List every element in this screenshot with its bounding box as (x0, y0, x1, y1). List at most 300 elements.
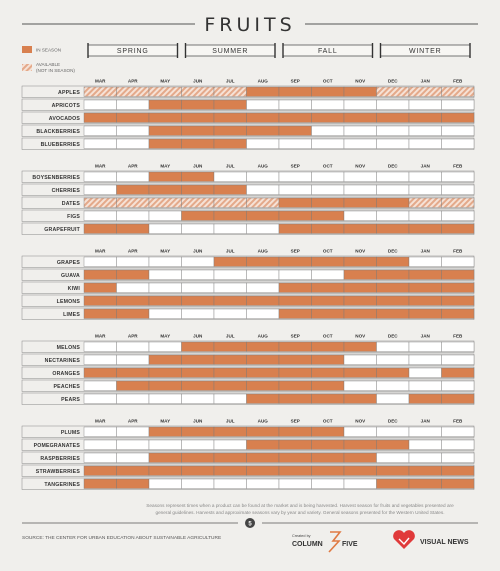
cell-guava-apr (117, 270, 150, 280)
cell-lemons-aug (247, 296, 280, 306)
cell-pomegranates-sep (279, 440, 312, 450)
cell-limes-jun (182, 309, 215, 319)
heatmap-grid (22, 79, 474, 490)
row-label-grapefruit: GRAPEFRUIT (44, 227, 80, 233)
cell-figs-jan (409, 211, 442, 221)
row-label-avocados: AVOCADOS (48, 116, 80, 122)
cell-nectarines-sep (279, 355, 312, 365)
cell-nectarines-may (149, 355, 182, 365)
cell-kiwi-oct (312, 283, 345, 293)
cell-blueberries-jun (182, 139, 215, 149)
cell-guava-jun (182, 270, 215, 280)
cell-blueberries-apr (117, 139, 150, 149)
month-label-jan: JAN (420, 78, 430, 84)
month-label-oct: OCT (322, 163, 333, 169)
cell-limes-feb (442, 309, 475, 319)
row-label-tangerines: TANGERINES (44, 482, 80, 488)
cell-strawberries-sep (279, 466, 312, 476)
cell-plums-mar (84, 427, 117, 437)
cell-oranges-nov (344, 368, 377, 378)
cell-raspberries-nov (344, 453, 377, 463)
month-label-apr: APR (127, 418, 138, 424)
cell-cherries-aug (247, 185, 280, 195)
cell-apricots-nov (344, 100, 377, 110)
legend-available-swatch (22, 64, 32, 71)
cell-kiwi-nov (344, 283, 377, 293)
cell-lemons-mar (84, 296, 117, 306)
cell-plums-jul (214, 427, 247, 437)
cell-limes-jan (409, 309, 442, 319)
cell-apples-apr (117, 87, 150, 97)
cell-pomegranates-may (149, 440, 182, 450)
month-label-jan: JAN (420, 163, 430, 169)
cell-tangerines-dec (377, 479, 410, 489)
cell-oranges-jun (182, 368, 215, 378)
cell-blackberries-jul (214, 126, 247, 136)
cell-plums-nov (344, 427, 377, 437)
cell-grapefruit-jan (409, 224, 442, 234)
row-label-blackberries: BLACKBERRIES (36, 129, 80, 135)
month-label-feb: FEB (453, 418, 463, 424)
cell-pomegranates-jun (182, 440, 215, 450)
month-label-apr: APR (127, 78, 138, 84)
cell-avocados-mar (84, 113, 117, 123)
cell-strawberries-apr (117, 466, 150, 476)
cell-raspberries-jun (182, 453, 215, 463)
cell-blackberries-jan (409, 126, 442, 136)
row-label-peaches: PEACHES (53, 384, 80, 390)
cell-strawberries-jul (214, 466, 247, 476)
cell-blackberries-nov (344, 126, 377, 136)
cell-blackberries-sep (279, 126, 312, 136)
cell-kiwi-jan (409, 283, 442, 293)
footer-note-line-1: Seasons represent times when a product can be found at the market and is being harvested. Harvest season for fruits and vegetables presented are (146, 503, 454, 508)
month-label-sep: SEP (290, 418, 300, 424)
cell-guava-jan (409, 270, 442, 280)
month-label-aug: AUG (257, 163, 268, 169)
cell-pomegranates-nov (344, 440, 377, 450)
cell-nectarines-jul (214, 355, 247, 365)
cell-melons-may (149, 342, 182, 352)
month-label-dec: DEC (387, 333, 398, 339)
cell-plums-may (149, 427, 182, 437)
cell-strawberries-aug (247, 466, 280, 476)
cell-grapes-aug (247, 257, 280, 267)
legend-in-season-swatch (22, 46, 32, 53)
cell-limes-dec (377, 309, 410, 319)
cell-plums-aug (247, 427, 280, 437)
cell-avocados-nov (344, 113, 377, 123)
cell-limes-aug (247, 309, 280, 319)
month-label-oct: OCT (322, 333, 333, 339)
month-label-may: MAY (160, 333, 171, 339)
cell-kiwi-mar (84, 283, 117, 293)
cell-figs-sep (279, 211, 312, 221)
cell-boysenberries-feb (442, 172, 475, 182)
cell-guava-sep (279, 270, 312, 280)
month-label-may: MAY (160, 418, 171, 424)
visual-news-heart-icon (393, 530, 415, 549)
cell-grapefruit-feb (442, 224, 475, 234)
month-label-sep: SEP (290, 78, 300, 84)
cell-tangerines-feb (442, 479, 475, 489)
cell-blueberries-nov (344, 139, 377, 149)
cell-apricots-feb (442, 100, 475, 110)
cell-figs-jul (214, 211, 247, 221)
cell-apples-dec (377, 87, 410, 97)
month-label-jan: JAN (420, 333, 430, 339)
month-label-dec: DEC (387, 248, 398, 254)
month-label-mar: MAR (95, 248, 106, 254)
cell-grapes-apr (117, 257, 150, 267)
month-label-sep: SEP (290, 333, 300, 339)
cell-avocados-may (149, 113, 182, 123)
row-label-pears: PEARS (61, 397, 80, 403)
cell-apples-jul (214, 87, 247, 97)
cell-raspberries-jul (214, 453, 247, 463)
row-label-pomegranates: POMEGRANATES (33, 443, 80, 449)
month-label-jul: JUL (225, 248, 235, 254)
month-label-dec: DEC (387, 78, 398, 84)
cell-apricots-jul (214, 100, 247, 110)
cell-grapes-mar (84, 257, 117, 267)
cell-blackberries-mar (84, 126, 117, 136)
cell-pears-apr (117, 394, 150, 404)
month-label-mar: MAR (95, 418, 106, 424)
row-label-plums: PLUMS (60, 430, 80, 436)
cell-apricots-sep (279, 100, 312, 110)
cell-nectarines-mar (84, 355, 117, 365)
month-label-dec: DEC (387, 163, 398, 169)
cell-grapefruit-oct (312, 224, 345, 234)
cell-limes-oct (312, 309, 345, 319)
cell-pears-jun (182, 394, 215, 404)
cell-nectarines-apr (117, 355, 150, 365)
cell-blackberries-oct (312, 126, 345, 136)
cell-nectarines-nov (344, 355, 377, 365)
cell-blackberries-aug (247, 126, 280, 136)
row-label-strawberries: STRAWBERRIES (35, 469, 80, 475)
cell-dates-aug (247, 198, 280, 208)
cell-oranges-feb (442, 368, 475, 378)
cell-apples-mar (84, 87, 117, 97)
cell-strawberries-may (149, 466, 182, 476)
row-label-cherries: CHERRIES (51, 188, 80, 194)
cell-strawberries-dec (377, 466, 410, 476)
cell-figs-dec (377, 211, 410, 221)
month-label-apr: APR (127, 248, 138, 254)
cell-lemons-jan (409, 296, 442, 306)
cell-blueberries-dec (377, 139, 410, 149)
cell-pears-feb (442, 394, 475, 404)
cell-boysenberries-aug (247, 172, 280, 182)
cell-raspberries-oct (312, 453, 345, 463)
cell-tangerines-mar (84, 479, 117, 489)
month-label-aug: AUG (257, 248, 268, 254)
month-label-may: MAY (160, 248, 171, 254)
month-label-oct: OCT (322, 418, 333, 424)
month-label-jun: JUN (193, 418, 203, 424)
cell-nectarines-oct (312, 355, 345, 365)
month-label-mar: MAR (95, 163, 106, 169)
cell-peaches-feb (442, 381, 475, 391)
month-label-jan: JAN (420, 248, 430, 254)
row-label-blueberries: BLUEBERRIES (40, 142, 80, 148)
row-label-limes: LIMES (63, 312, 80, 318)
month-label-aug: AUG (257, 78, 268, 84)
cell-melons-oct (312, 342, 345, 352)
cell-avocados-jun (182, 113, 215, 123)
cell-grapes-oct (312, 257, 345, 267)
cell-peaches-dec (377, 381, 410, 391)
cell-pears-jan (409, 394, 442, 404)
cell-figs-may (149, 211, 182, 221)
cell-kiwi-aug (247, 283, 280, 293)
cell-pears-may (149, 394, 182, 404)
cell-blueberries-mar (84, 139, 117, 149)
row-label-guava: GUAVA (61, 273, 80, 279)
cell-blackberries-feb (442, 126, 475, 136)
cell-kiwi-dec (377, 283, 410, 293)
cell-peaches-jun (182, 381, 215, 391)
legend-available-label: AVAILABLE (36, 62, 61, 67)
month-label-nov: NOV (355, 78, 366, 84)
cell-apples-feb (442, 87, 475, 97)
cell-strawberries-mar (84, 466, 117, 476)
cell-lemons-feb (442, 296, 475, 306)
cell-pomegranates-feb (442, 440, 475, 450)
cell-melons-nov (344, 342, 377, 352)
cell-pears-jul (214, 394, 247, 404)
cell-lemons-jul (214, 296, 247, 306)
cell-raspberries-mar (84, 453, 117, 463)
cell-cherries-feb (442, 185, 475, 195)
cell-guava-nov (344, 270, 377, 280)
cell-pears-sep (279, 394, 312, 404)
cell-oranges-aug (247, 368, 280, 378)
cell-pomegranates-apr (117, 440, 150, 450)
cell-figs-oct (312, 211, 345, 221)
cell-cherries-nov (344, 185, 377, 195)
cell-cherries-jul (214, 185, 247, 195)
cell-melons-sep (279, 342, 312, 352)
column-five-logo-right: FIVE (342, 541, 358, 548)
cell-blackberries-dec (377, 126, 410, 136)
cell-figs-aug (247, 211, 280, 221)
cell-pomegranates-mar (84, 440, 117, 450)
cell-cherries-apr (117, 185, 150, 195)
cell-pomegranates-jul (214, 440, 247, 450)
cell-cherries-may (149, 185, 182, 195)
cell-figs-feb (442, 211, 475, 221)
season-label-winter: WINTER (409, 48, 442, 55)
month-label-jul: JUL (225, 333, 235, 339)
cell-boysenberries-apr (117, 172, 150, 182)
cell-raspberries-may (149, 453, 182, 463)
cell-grapes-jul (214, 257, 247, 267)
month-label-jul: JUL (225, 163, 235, 169)
cell-apples-oct (312, 87, 345, 97)
cell-grapes-sep (279, 257, 312, 267)
cell-peaches-nov (344, 381, 377, 391)
cell-cherries-dec (377, 185, 410, 195)
month-label-apr: APR (127, 333, 138, 339)
cell-lemons-nov (344, 296, 377, 306)
cell-apples-aug (247, 87, 280, 97)
cell-blueberries-aug (247, 139, 280, 149)
cell-kiwi-feb (442, 283, 475, 293)
cell-nectarines-dec (377, 355, 410, 365)
month-label-feb: FEB (453, 248, 463, 254)
season-label-summer: SUMMER (212, 48, 249, 55)
cell-pears-aug (247, 394, 280, 404)
cell-grapes-jan (409, 257, 442, 267)
month-label-jul: JUL (225, 418, 235, 424)
cell-lemons-may (149, 296, 182, 306)
cell-cherries-jun (182, 185, 215, 195)
cell-peaches-may (149, 381, 182, 391)
cell-boysenberries-may (149, 172, 182, 182)
cell-peaches-mar (84, 381, 117, 391)
row-label-figs: FIGS (67, 214, 80, 220)
cell-plums-sep (279, 427, 312, 437)
cell-grapes-nov (344, 257, 377, 267)
row-label-grapes: GRAPES (56, 260, 80, 266)
created-by-label: Created by (292, 534, 311, 538)
cell-guava-dec (377, 270, 410, 280)
cell-guava-feb (442, 270, 475, 280)
cell-blackberries-may (149, 126, 182, 136)
cell-strawberries-jan (409, 466, 442, 476)
cell-raspberries-sep (279, 453, 312, 463)
cell-pears-mar (84, 394, 117, 404)
cell-tangerines-oct (312, 479, 345, 489)
cell-boysenberries-mar (84, 172, 117, 182)
month-label-oct: OCT (322, 248, 333, 254)
cell-dates-dec (377, 198, 410, 208)
row-label-apples: APPLES (58, 90, 80, 96)
month-label-jun: JUN (193, 333, 203, 339)
cell-avocados-sep (279, 113, 312, 123)
cell-blueberries-feb (442, 139, 475, 149)
cell-oranges-oct (312, 368, 345, 378)
cell-nectarines-jun (182, 355, 215, 365)
month-label-aug: AUG (257, 418, 268, 424)
month-label-mar: MAR (95, 333, 106, 339)
cell-raspberries-aug (247, 453, 280, 463)
cell-plums-apr (117, 427, 150, 437)
cell-strawberries-oct (312, 466, 345, 476)
cell-kiwi-sep (279, 283, 312, 293)
cell-nectarines-jan (409, 355, 442, 365)
visual-news-logo: VISUAL NEWS (420, 539, 469, 546)
cell-kiwi-jun (182, 283, 215, 293)
month-label-nov: NOV (355, 418, 366, 424)
cell-grapes-may (149, 257, 182, 267)
month-label-dec: DEC (387, 418, 398, 424)
cell-kiwi-apr (117, 283, 150, 293)
cell-melons-jun (182, 342, 215, 352)
month-label-feb: FEB (453, 333, 463, 339)
cell-apricots-apr (117, 100, 150, 110)
cell-plums-feb (442, 427, 475, 437)
cell-dates-jul (214, 198, 247, 208)
cell-oranges-mar (84, 368, 117, 378)
cell-tangerines-jun (182, 479, 215, 489)
cell-limes-nov (344, 309, 377, 319)
month-label-jul: JUL (225, 78, 235, 84)
cell-tangerines-nov (344, 479, 377, 489)
cell-dates-sep (279, 198, 312, 208)
month-label-may: MAY (160, 163, 171, 169)
cell-grapefruit-sep (279, 224, 312, 234)
cell-peaches-jan (409, 381, 442, 391)
cell-strawberries-nov (344, 466, 377, 476)
source-credit: SOURCE: THE CENTER FOR URBAN EDUCATION ABOUT SUSTAINABLE AGRICULTURE (22, 536, 222, 541)
cell-apples-nov (344, 87, 377, 97)
cell-grapefruit-dec (377, 224, 410, 234)
cell-grapefruit-may (149, 224, 182, 234)
cell-raspberries-jan (409, 453, 442, 463)
cell-limes-mar (84, 309, 117, 319)
cell-pomegranates-dec (377, 440, 410, 450)
cell-oranges-apr (117, 368, 150, 378)
cell-apricots-aug (247, 100, 280, 110)
cell-avocados-jan (409, 113, 442, 123)
cell-figs-nov (344, 211, 377, 221)
cell-boysenberries-jun (182, 172, 215, 182)
cell-dates-feb (442, 198, 475, 208)
cell-pomegranates-jan (409, 440, 442, 450)
cell-avocados-dec (377, 113, 410, 123)
cell-avocados-jul (214, 113, 247, 123)
cell-pears-dec (377, 394, 410, 404)
cell-melons-mar (84, 342, 117, 352)
cell-avocados-apr (117, 113, 150, 123)
cell-limes-sep (279, 309, 312, 319)
cell-raspberries-dec (377, 453, 410, 463)
cell-oranges-may (149, 368, 182, 378)
month-label-jun: JUN (193, 78, 203, 84)
month-label-apr: APR (127, 163, 138, 169)
cell-plums-dec (377, 427, 410, 437)
cell-blueberries-jan (409, 139, 442, 149)
cell-plums-jan (409, 427, 442, 437)
row-label-apricots: APRICOTS (51, 103, 80, 109)
cell-oranges-jul (214, 368, 247, 378)
cell-blueberries-sep (279, 139, 312, 149)
month-label-jan: JAN (420, 418, 430, 424)
cell-oranges-dec (377, 368, 410, 378)
cell-apricots-dec (377, 100, 410, 110)
cell-dates-mar (84, 198, 117, 208)
cell-dates-oct (312, 198, 345, 208)
cell-boysenberries-oct (312, 172, 345, 182)
column-five-logo-mark (329, 532, 340, 552)
cell-lemons-sep (279, 296, 312, 306)
cell-pears-nov (344, 394, 377, 404)
cell-melons-dec (377, 342, 410, 352)
cell-kiwi-may (149, 283, 182, 293)
cell-grapes-feb (442, 257, 475, 267)
cell-nectarines-feb (442, 355, 475, 365)
cell-apricots-may (149, 100, 182, 110)
month-label-nov: NOV (355, 163, 366, 169)
cell-peaches-aug (247, 381, 280, 391)
cell-pomegranates-aug (247, 440, 280, 450)
cell-figs-mar (84, 211, 117, 221)
cell-apricots-jan (409, 100, 442, 110)
